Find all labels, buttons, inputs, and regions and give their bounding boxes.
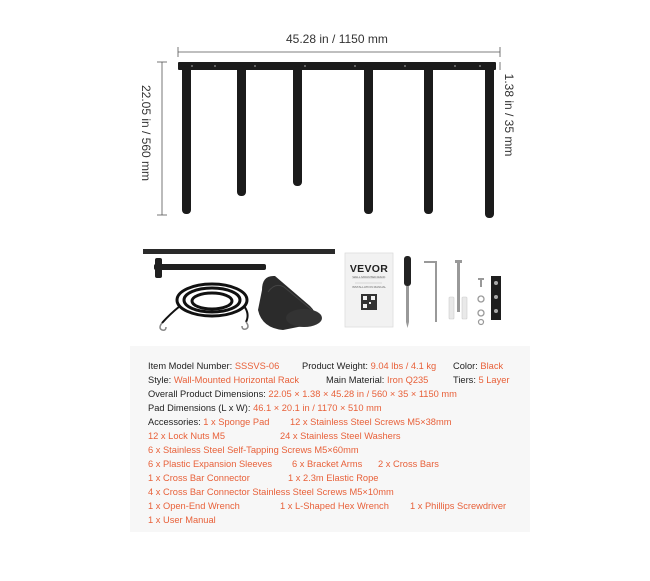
specifications-panel bbox=[130, 346, 530, 532]
l-shaped-hex-wrench bbox=[424, 262, 436, 322]
small-screws-nuts-washers bbox=[478, 276, 501, 325]
self-tapping-screw bbox=[457, 262, 460, 312]
sponge-pad bbox=[258, 276, 322, 330]
elastic-rope bbox=[162, 284, 248, 323]
width-dimension-label: 45.28 in / 1150 mm bbox=[286, 32, 388, 46]
color-value: Black bbox=[480, 361, 504, 371]
material-value: Iron Q235 bbox=[386, 375, 429, 385]
accessory-item: 12 x Stainless Steel Screws M5×38mm bbox=[290, 417, 452, 427]
rope-hooks bbox=[160, 322, 248, 330]
tiers-value: 5 Layer bbox=[478, 375, 510, 385]
thickness-dimension-label: 1.38 in / 35 mm bbox=[502, 73, 516, 157]
accessory-item: 1 x Cross Bar Connector bbox=[148, 473, 250, 483]
accessory-item: 4 x Cross Bar Connector Stainless Steel Screws M5×10mm bbox=[148, 487, 394, 497]
width-dimension-line bbox=[178, 47, 500, 57]
overall-dimensions-label: Overall Product Dimensions: bbox=[148, 389, 266, 399]
model-value: SSSVS-06 bbox=[234, 361, 280, 371]
model-label: Item Model Number: bbox=[148, 361, 233, 371]
accessory-item: 1 x Sponge Pad bbox=[203, 417, 270, 427]
height-dimension-label: 22.05 in / 560 mm bbox=[139, 84, 153, 182]
accessory-item: 6 x Plastic Expansion Sleeves bbox=[148, 459, 273, 469]
weight-label: Product Weight: bbox=[302, 361, 368, 371]
accessory-item: 24 x Stainless Steel Washers bbox=[280, 431, 401, 441]
bracket-arm bbox=[154, 264, 266, 270]
material-label: Main Material: bbox=[326, 375, 385, 385]
height-dimension-line bbox=[157, 62, 167, 215]
manual-brand: VEVOR bbox=[349, 263, 389, 275]
tiers-label: Tiers: bbox=[453, 375, 476, 385]
accessory-item: 6 x Stainless Steel Self-Tapping Screws M5×60mm bbox=[148, 445, 359, 455]
cross-bar bbox=[143, 249, 335, 254]
phillips-screwdriver bbox=[404, 256, 411, 328]
overall-dimensions-value: 22.05 × 1.38 × 45.28 in / 560 × 35 × 1150 mm bbox=[268, 389, 457, 399]
style-label: Style: bbox=[148, 375, 172, 385]
pad-dimensions-label: Pad Dimensions (L x W): bbox=[148, 403, 251, 413]
accessory-item: 1 x L-Shaped Hex Wrench bbox=[280, 501, 389, 511]
accessory-item: 1 x Phillips Screwdriver bbox=[410, 501, 507, 511]
pad-dimensions-value: 46.1 × 20.1 in / 1170 × 510 mm bbox=[253, 403, 382, 413]
accessories-label: Accessories: bbox=[148, 417, 201, 427]
weight-value: 9.04 lbs / 4.1 kg bbox=[370, 361, 437, 371]
color-label: Color: bbox=[453, 361, 478, 371]
rack-arms bbox=[182, 66, 494, 218]
style-value: Wall-Mounted Horizontal Rack bbox=[173, 375, 300, 385]
rack-top-bar bbox=[178, 62, 496, 70]
expansion-sleeve bbox=[449, 297, 454, 319]
accessory-item: 6 x Bracket Arms bbox=[292, 459, 363, 469]
accessory-item: 1 x User Manual bbox=[148, 515, 216, 525]
accessory-item: 1 x Open-End Wrench bbox=[148, 501, 240, 511]
accessory-item: 2 x Cross Bars bbox=[378, 459, 439, 469]
accessory-item: 12 x Lock Nuts M5 bbox=[148, 431, 225, 441]
manual-caption: INSTALLATION MANUAL bbox=[351, 285, 387, 289]
accessory-item: 1 x 2.3m Elastic Rope bbox=[288, 473, 379, 483]
manual-subtitle: WALL MOUNTED RACK bbox=[352, 275, 386, 279]
